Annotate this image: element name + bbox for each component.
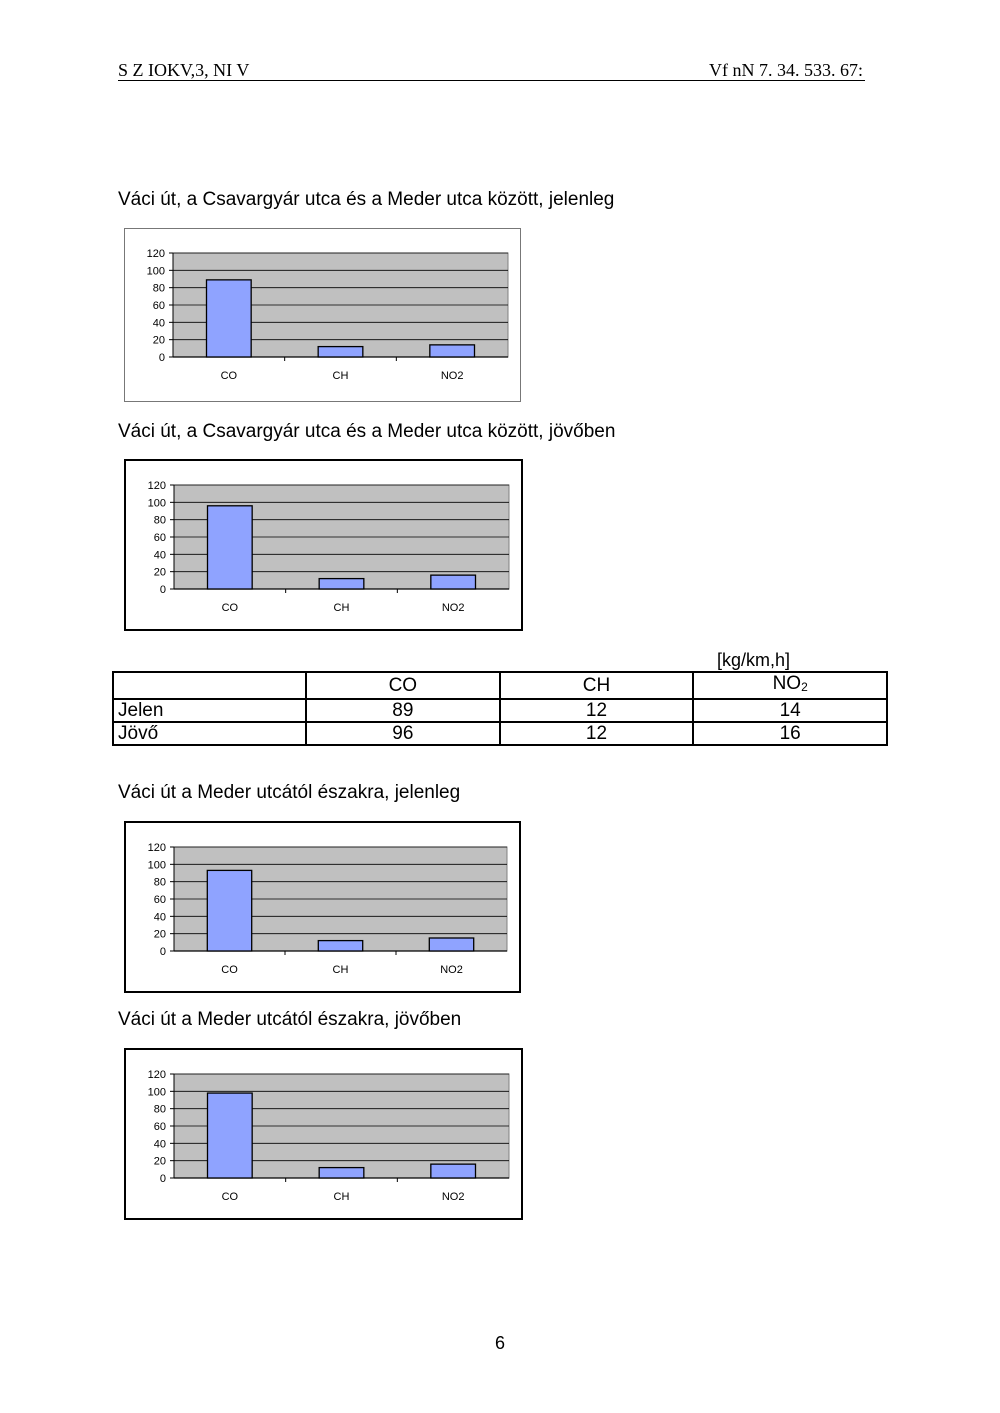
chart-2 [124,459,523,631]
y-tick-label: 40 [153,911,166,924]
chart-3-svg [126,823,519,991]
table-header-row [113,672,887,699]
table-cell: 14 [693,699,887,722]
bar-co [207,870,251,951]
section-title-3: Váci út a Meder utcától északra, jelenleg [118,782,461,803]
y-tick-label: 60 [152,300,165,312]
y-tick-label: 100 [147,1086,166,1099]
no2-base: NO [772,673,802,694]
bar-no2 [431,1164,476,1178]
y-tick-label: 20 [153,1155,166,1168]
bar-no2 [430,345,475,357]
section-title-4: Váci út a Meder utcától északra, jövőben [118,1009,462,1030]
y-tick-label: 0 [159,1173,166,1185]
table-cell: 16 [693,722,887,745]
y-tick-label: 60 [153,1121,166,1133]
chart-2-svg [126,461,521,629]
table-header-no2 [693,672,887,699]
y-tick-label: 80 [153,514,166,527]
x-tick-label: NO2 [441,1191,465,1203]
y-tick-label: 100 [146,265,165,278]
y-tick-label: 80 [152,282,165,295]
y-tick-label: 40 [152,317,165,330]
y-tick-label: 40 [153,1138,166,1151]
y-tick-label: 120 [147,842,166,854]
x-tick-label: CH [333,1191,350,1203]
bar-ch [318,347,363,357]
table-row-label: Jelen [113,699,306,722]
running-header-left: S Z IOKV,3, NI V [118,60,250,80]
chart-1 [124,228,521,402]
section-title-2: Váci út, a Csavargyár utca és a Meder utca között, jövőben [118,421,616,442]
table-unit-label: [kg/km,h] [717,650,791,670]
table-row [113,699,887,722]
table-cell: 96 [306,722,500,745]
y-tick-label: 60 [153,894,166,906]
y-tick-label: 0 [159,584,166,596]
y-tick-label: 120 [147,480,166,492]
table-header-ch: CH [500,672,694,699]
chart-4 [124,1048,523,1220]
x-tick-label: CO [220,370,238,382]
y-tick-label: 20 [152,334,165,347]
emissions-table [112,671,888,746]
table-cell: 12 [500,722,694,745]
page-number: 6 [494,1333,505,1353]
table-row [113,722,887,745]
running-header-right: Vf nN 7. 34. 533. 67: [709,60,863,80]
y-tick-label: 0 [158,352,165,364]
table-header-co: CO [306,672,500,699]
table-cell: 89 [306,699,500,722]
y-tick-label: 120 [146,248,165,260]
chart-1-svg [125,229,520,401]
y-tick-label: 40 [153,549,166,562]
bar-no2 [431,575,476,589]
x-tick-label: CH [333,602,350,614]
bar-no2 [429,938,473,951]
y-tick-label: 120 [147,1069,166,1081]
y-tick-label: 100 [147,497,166,510]
bar-ch [319,1168,364,1178]
bar-co [208,506,253,589]
table-row-label: Jövő [113,722,306,745]
bar-co [207,280,252,357]
chart-4-svg [126,1050,521,1218]
x-tick-label: CO [221,1191,239,1203]
section-title-1: Váci út, a Csavargyár utca és a Meder utca között, jelenleg [118,189,615,210]
x-tick-label: NO2 [441,602,465,614]
x-tick-label: NO2 [440,370,464,382]
header-rule [118,80,865,81]
y-tick-label: 20 [153,566,166,579]
table-cell: 12 [500,699,694,722]
y-tick-label: 100 [147,859,166,872]
y-tick-label: 0 [159,946,166,958]
x-tick-label: CH [332,964,349,976]
x-tick-label: CH [332,370,349,382]
bar-co [208,1093,253,1178]
y-tick-label: 80 [153,876,166,889]
no2-subscript: 2 [801,680,808,694]
x-tick-label: CO [221,964,238,976]
x-tick-label: NO2 [440,964,463,976]
chart-3 [124,821,521,993]
table-header-blank [113,672,306,699]
y-tick-label: 80 [153,1103,166,1116]
x-tick-label: CO [221,602,239,614]
y-tick-label: 60 [153,532,166,544]
bar-ch [319,579,364,589]
y-tick-label: 20 [153,928,166,941]
bar-ch [318,941,362,951]
